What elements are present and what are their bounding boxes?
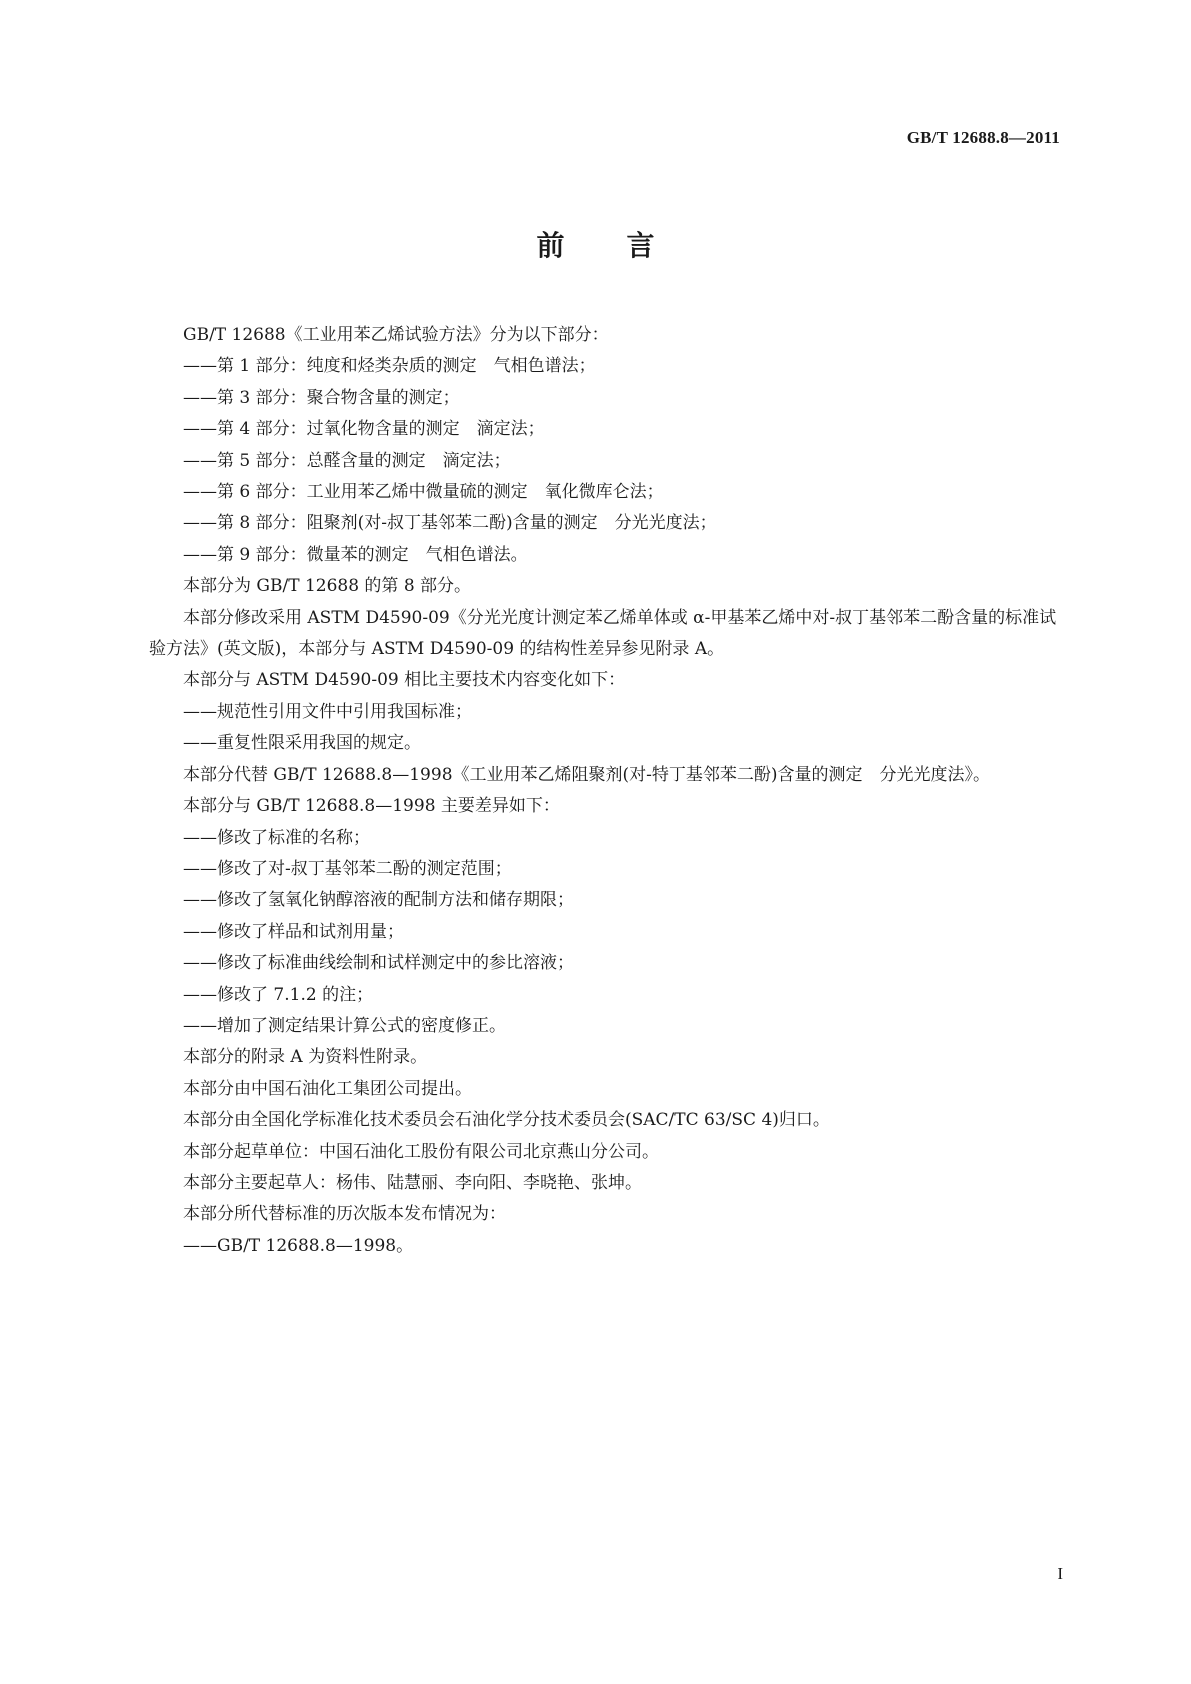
paragraph: 本部分起草单位：中国石油化工股份有限公司北京燕山分公司。 [183, 1141, 659, 1162]
paragraph-intro: GB/T 12688《工业用苯乙烯试验方法》分为以下部分： [183, 325, 609, 345]
paragraph: 本部分代替 GB/T 12688.8—1998《工业用苯乙烯阻聚剂(对-特丁基邻苯二酚)含量的测定 分光光度法》。 [183, 764, 991, 785]
list-item: ——第 5 部分：总醛含量的测定 滴定法； [183, 450, 511, 471]
paragraph: 本部分所代替标准的历次版本发布情况为： [183, 1204, 506, 1225]
list-item: ——第 9 部分：微量苯的测定 气相色谱法。 [183, 544, 528, 565]
paragraph: 本部分修改采用 ASTM D4590-09《分光光度计测定苯乙烯单体或 α-甲基苯乙烯中对-叔丁基邻苯二酚含量的标准试验方法》(英文版)，本部分与 ASTM D4590-09 的结构性差异参见附录 A。 [149, 607, 1057, 660]
list-item: ——重复性限采用我国的规定。 [183, 733, 421, 754]
paragraph: 本部分为 GB/T 12688 的第 8 部分。 [183, 576, 472, 597]
list-item: ——第 1 部分：纯度和烃类杂质的测定 气相色谱法； [183, 356, 596, 377]
list-item: ——修改了标准的名称； [183, 827, 370, 848]
list-item: ——修改了样品和试剂用量； [183, 921, 404, 942]
paragraph: 本部分的附录 A 为资料性附录。 [183, 1047, 428, 1068]
list-item: ——第 8 部分：阻聚剂(对-叔丁基邻苯二酚)含量的测定 分光光度法； [183, 513, 717, 534]
paragraph: 本部分与 GB/T 12688.8—1998 主要差异如下： [183, 796, 560, 817]
page-title: 前言 [536, 229, 717, 262]
paragraph: 本部分由中国石油化工集团公司提出。 [183, 1078, 472, 1099]
list-item: ——修改了标准曲线绘制和试样测定中的参比溶液； [183, 953, 574, 974]
list-item: ——第 3 部分：聚合物含量的测定； [183, 387, 460, 408]
document-body [149, 320, 1059, 1262]
paragraph: 本部分与 ASTM D4590-09 相比主要技术内容变化如下： [183, 670, 626, 691]
list-item: ——增加了测定结果计算公式的密度修正。 [183, 1015, 506, 1036]
page-number: I [1057, 1564, 1063, 1583]
list-item: ——修改了氢氧化钠醇溶液的配制方法和储存期限； [183, 890, 574, 911]
list-item: ——修改了对-叔丁基邻苯二酚的测定范围； [183, 858, 512, 879]
standard-code: GB/T 12688.8—2011 [906, 128, 1060, 147]
list-item: ——规范性引用文件中引用我国标准； [183, 701, 472, 722]
paragraph: 本部分主要起草人：杨伟、陆慧丽、李向阳、李晓艳、张坤。 [183, 1172, 642, 1193]
list-item: ——GB/T 12688.8—1998。 [183, 1235, 414, 1256]
list-item: ——第 4 部分：过氧化物含量的测定 滴定法； [183, 419, 545, 440]
list-item: ——第 6 部分：工业用苯乙烯中微量硫的测定 氧化微库仑法； [183, 482, 664, 503]
paragraph: 本部分由全国化学标准化技术委员会石油化学分技术委员会(SAC/TC 63/SC 4)归口。 [183, 1110, 830, 1131]
list-item: ——修改了 7.1.2 的注； [183, 984, 374, 1005]
